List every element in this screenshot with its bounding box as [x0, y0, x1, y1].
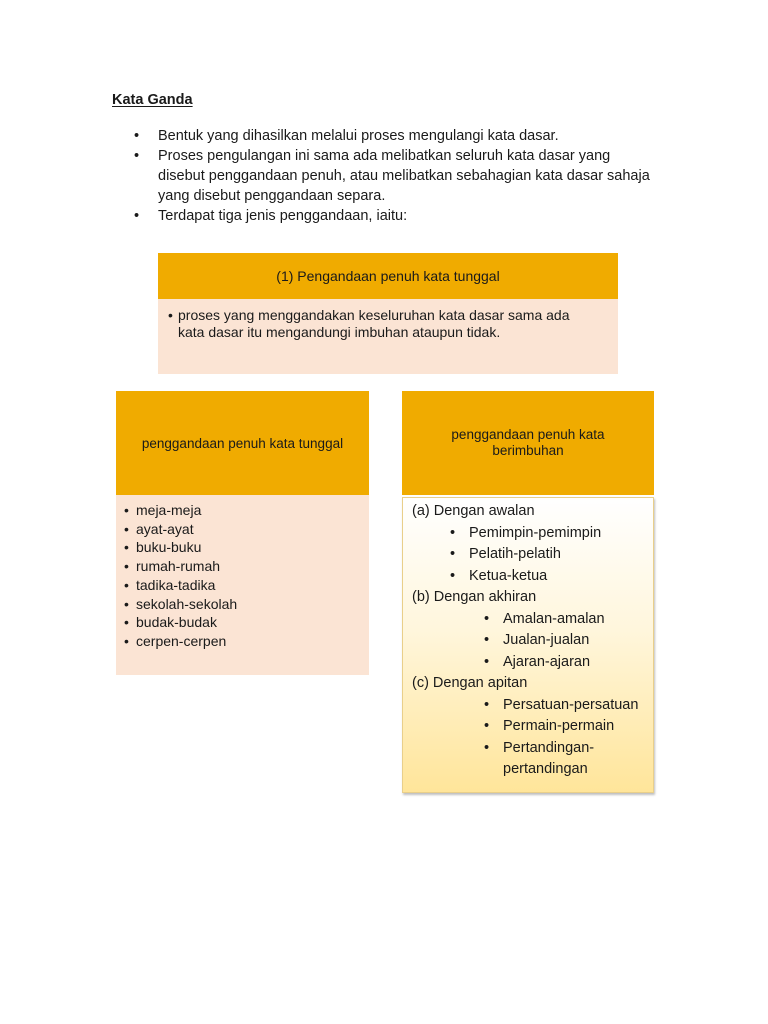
section-label: (b) Dengan akhiran: [412, 589, 537, 605]
list-item: • Ketua-ketua: [469, 566, 653, 588]
intro-bullet: • Terdapat tiga jenis penggandaan, iaitu:: [130, 206, 650, 226]
list-item: • Pemimpin-pemimpin: [469, 523, 653, 545]
left-box-heading: [116, 391, 369, 495]
page-title: Kata Ganda: [112, 92, 193, 108]
list-item: • Amalan-amalan: [503, 609, 653, 631]
section-list: [403, 695, 653, 781]
list-item: • Persatuan-persatuan: [503, 695, 653, 717]
top-box-body: [158, 299, 618, 374]
list-item: • buku-buku: [124, 538, 369, 557]
list-item: • Permain-permain: [503, 716, 653, 738]
left-box-list: [124, 501, 369, 651]
section-label: (c) Dengan apitan: [412, 675, 528, 691]
top-box-line: kata dasar itu mengandungi imbuhan ataupun tidak.: [178, 324, 501, 340]
intro-bullet: • Bentuk yang dihasilkan melalui proses mengulangi kata dasar.: [130, 126, 650, 146]
list-item-continuation: pertandingan: [503, 761, 588, 777]
top-box-heading-text: (1) Pengandaan penuh kata tunggal: [276, 268, 500, 284]
list-item: • sekolah-sekolah: [124, 595, 369, 614]
left-box-heading-text: penggandaan penuh kata tunggal: [141, 435, 344, 451]
right-box-heading-text: penggandaan penuh kata berimbuhan: [451, 427, 605, 458]
list-item: • cerpen-cerpen: [124, 632, 369, 651]
section-list: [403, 523, 653, 588]
section-list: [403, 609, 653, 674]
right-box-heading: [402, 391, 654, 495]
top-box-line: • proses yang menggandakan keseluruhan kata dasar sama ada: [168, 307, 602, 324]
right-box-body: [402, 497, 654, 793]
top-box-heading: [158, 253, 618, 299]
list-item: • Jualan-jualan: [503, 630, 653, 652]
list-item: • rumah-rumah: [124, 557, 369, 576]
intro-bullet: • Proses pengulangan ini sama ada melibatkan seluruh kata dasar yang disebut penggandaan penuh, atau melibatkan sebahagian kata dasar sahaja yang disebut penggandaan separa.: [130, 146, 650, 206]
left-box-body: [116, 495, 369, 675]
intro-list: [130, 126, 650, 226]
list-item: • budak-budak: [124, 613, 369, 632]
section-label: (a) Dengan awalan: [412, 503, 535, 519]
list-item: • meja-meja: [124, 501, 369, 520]
list-item: • Pertandingan-: [503, 738, 653, 760]
list-item: • Ajaran-ajaran: [503, 652, 653, 674]
list-item: • tadika-tadika: [124, 576, 369, 595]
list-item: • Pelatih-pelatih: [469, 544, 653, 566]
list-item: • ayat-ayat: [124, 520, 369, 539]
